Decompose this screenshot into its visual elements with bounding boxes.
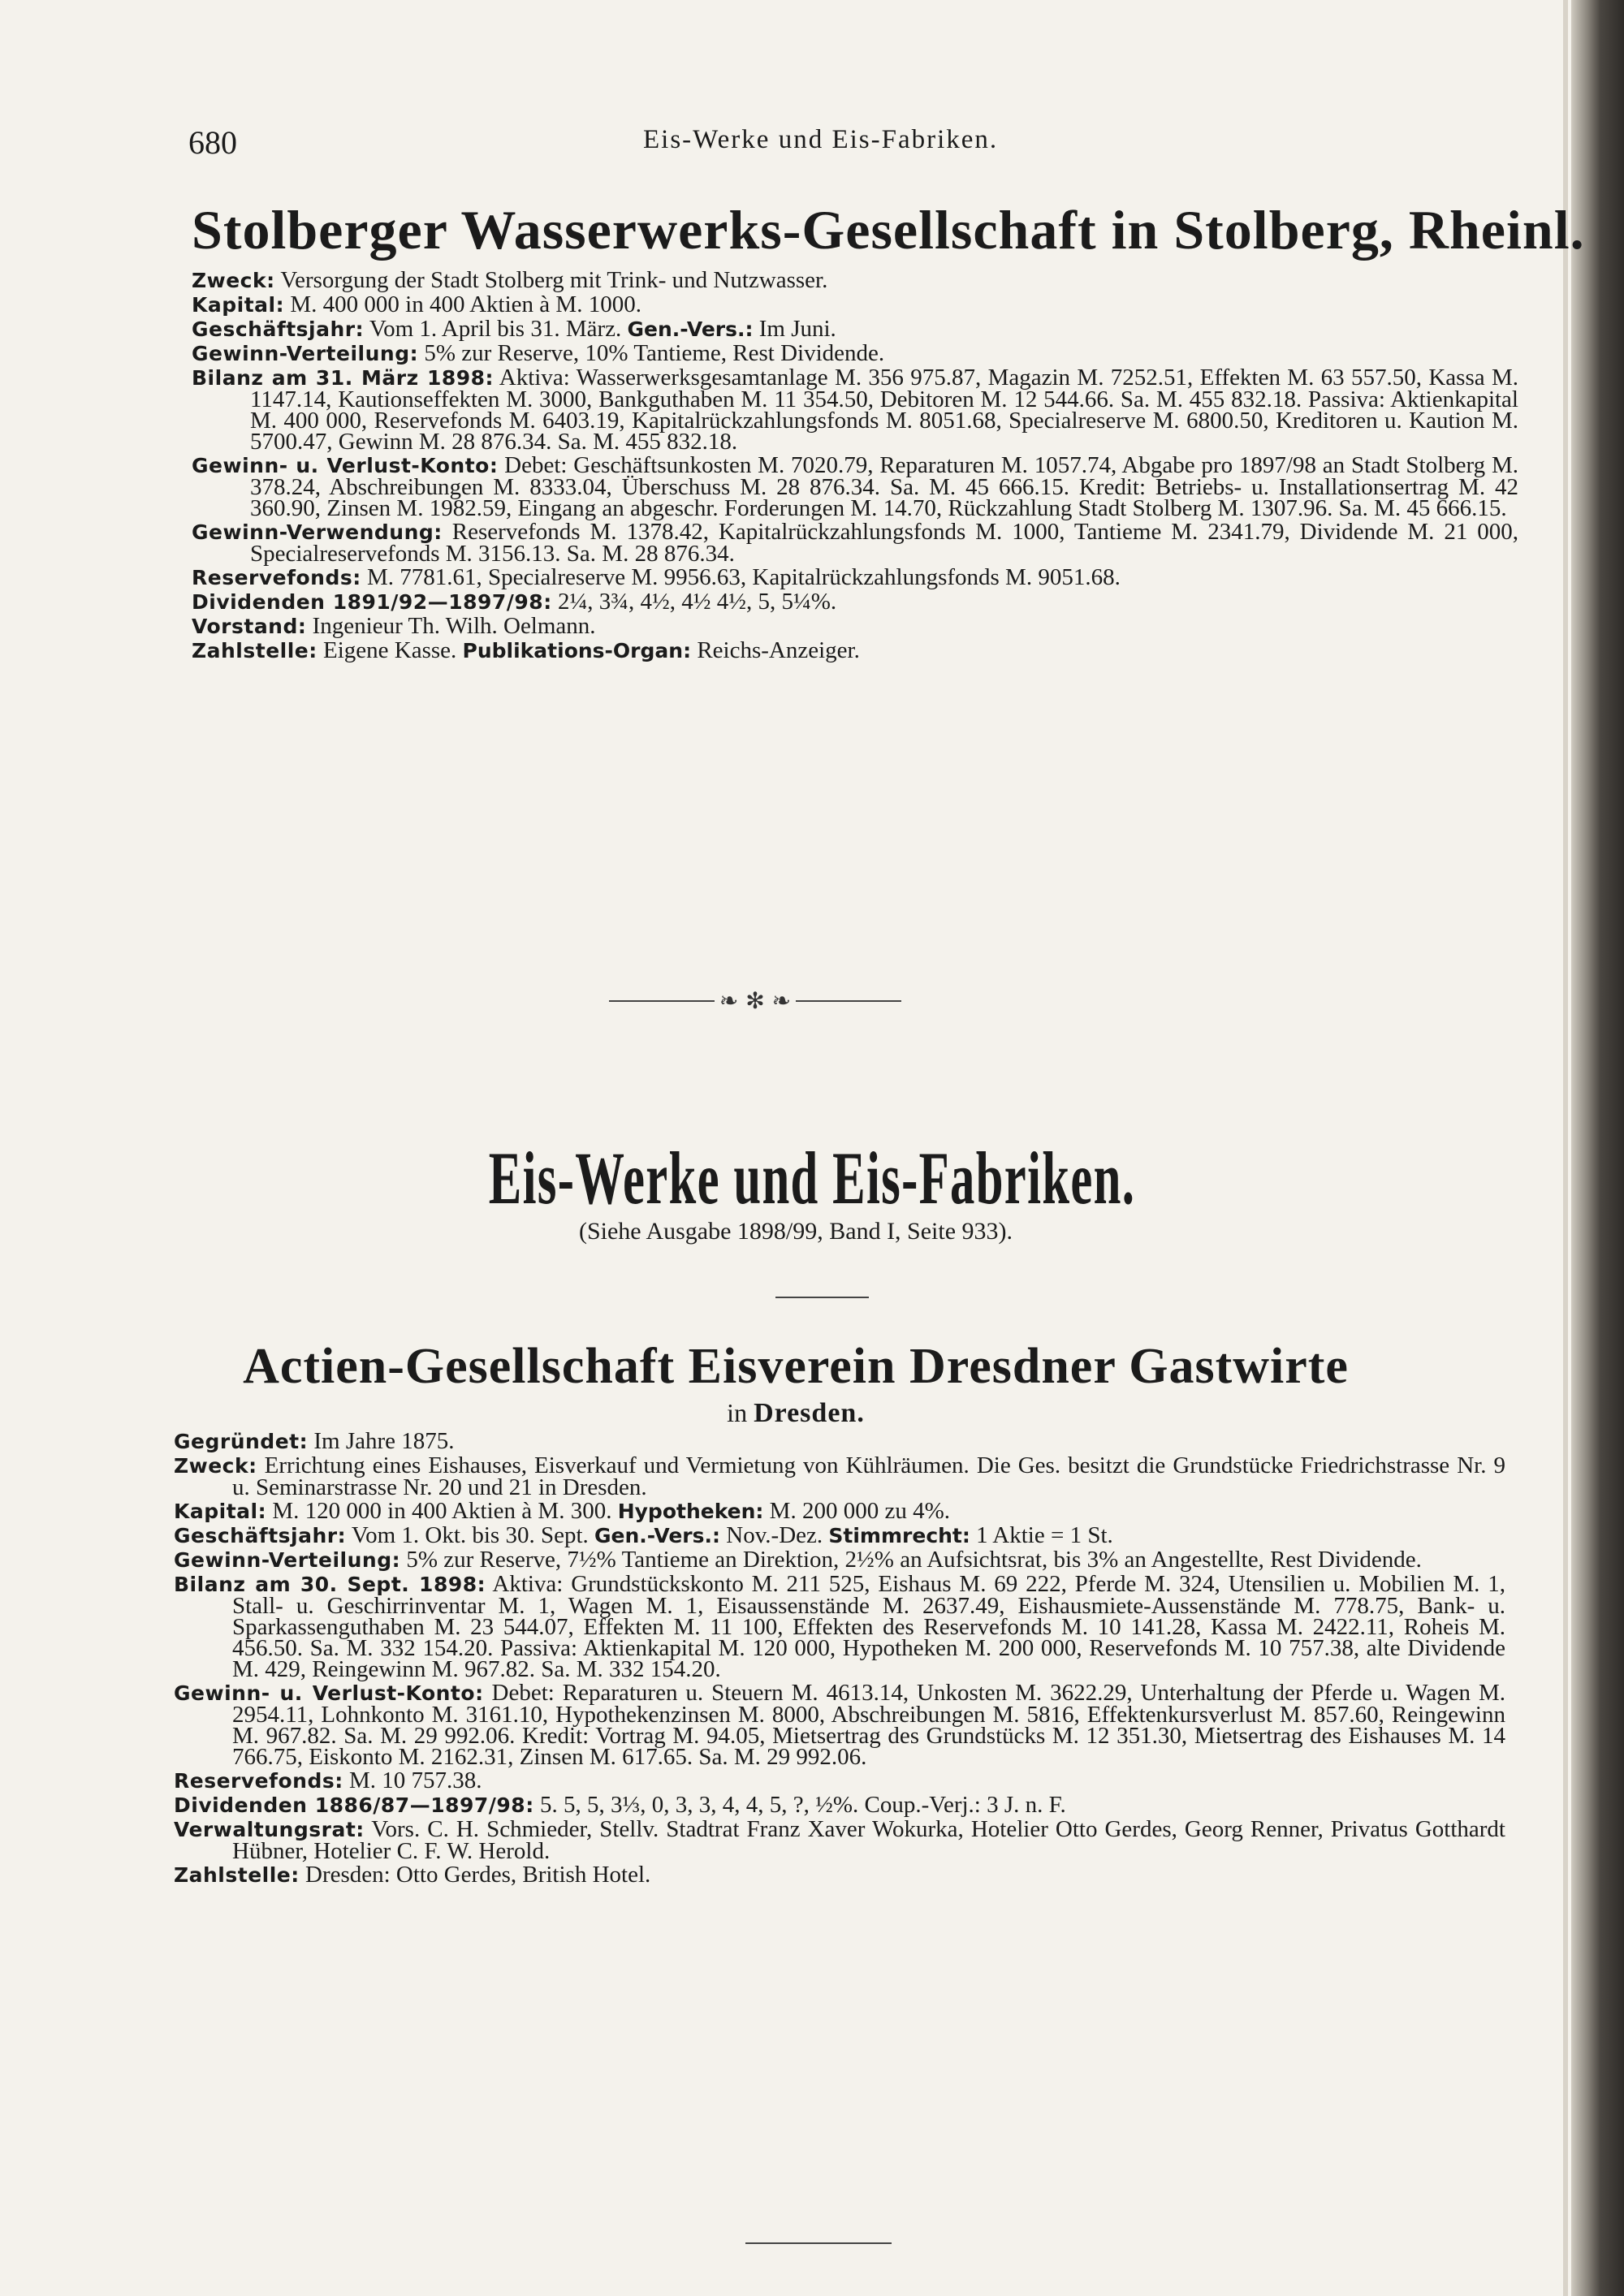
location-city: Dresden. [754, 1398, 865, 1428]
entry-dividenden: Dividenden 1886/87—1897/98: 5. 5, 5, 3⅓, 0, 3, 3, 4, 4, 5, ?, ½%. Coup.-Verj.: 3 J. n. F. [174, 1792, 1066, 1818]
entry-geschaeftsjahr: Geschäftsjahr: Vom 1. Okt. bis 30. Sept. Gen.-Vers.: Nov.-Dez. Stimmrecht: 1 Aktie = 1 St. [174, 1522, 1113, 1548]
entry-gewinn-verlust-konto: Gewinn- u. Verlust-Konto: Debet: Reparaturen u. Steuern M. 4613.14, Unkosten M. 3622.29, Unterhaltung der Pferde u. Wagen M. 2954.11, Lohnkonto M. 3161.10, Hypothekenzinsen M. 8000, Abschreibungen M. 5816, Effektenkursverlust M. 857.60, Reingewinn M. 967.82. Sa. M. 29 992.06. Kredit: Vortrag M. 94.05, Mietsertrag des Grundstücks M. 12 351.30, Mietsertrag des Eishauses M. 14 766.75, Eiskonto M. 2162.31, Zinsen M. 617.65. Sa. M. 29 992.06. [174, 1680, 1506, 1770]
page-header [188, 123, 1423, 164]
entry-kapital: Kapital: M. 400 000 in 400 Aktien à M. 1000. [192, 291, 641, 317]
running-title: Eis-Werke und Eis-Fabriken. [643, 125, 999, 154]
company-location: in Dresden. [727, 1398, 865, 1428]
entry-gewinn-verlust-konto: Gewinn- u. Verlust-Konto: Debet: Geschäftsunkosten M. 7020.79, Reparaturen M. 1057.74, Abgabe pro 1897/98 an Stadt Stolberg M. 378.24, Abschreibungen M. 8333.04, Überschuss M. 28 876.34. Sa. M. 45 666.15. Kredit: Betriebs- u. Installationsertrag M. 42 360.90, Zinsen M. 1982.59, Eingang an abgeschr. Forderungen M. 14.70, Rückzahlung Stadt Stolberg M. 1307.96. Sa. M. 45 666.15. [192, 452, 1519, 521]
entry-bilanz: Bilanz am 31. März 1898: Aktiva: Wasserwerksgesamtanlage M. 356 975.87, Magazin M. 7252.51, Effekten M. 63 557.50, Kassa M. 1147.14, Kautionseffekten M. 3000, Bankguthaben M. 11 354.50, Debitoren M. 12 544.66. Sa. M. 455 832.18. Passiva: Aktienkapital M. 400 000, Reservefonds M. 6403.19, Kapitalrückzahlungsfonds M. 8051.68, Specialreserve M. 6800.50, Kreditoren u. Kaution M. 5700.47, Gewinn M. 28 876.34. Sa. M. 455 832.18. [192, 365, 1519, 455]
entry-geschaeftsjahr: Geschäftsjahr: Vom 1. April bis 31. März. Gen.-Vers.: Im Juni. [192, 316, 836, 342]
company-entries-stolberg [192, 267, 1519, 664]
company-entries-dresden [174, 1428, 1506, 1888]
entry-zweck: Zweck: Versorgung der Stadt Stolberg mit Trink- und Nutzwasser. [192, 267, 828, 293]
entry-gewinn-verteilung: Gewinn-Verteilung: 5% zur Reserve, 10% Tantieme, Rest Dividende. [192, 340, 885, 366]
entry-dividenden: Dividenden 1891/92—1897/98: 2¼, 3¾, 4½, 4½ 4½, 5, 5¼%. [192, 589, 837, 615]
entry-bilanz: Bilanz am 30. Sept. 1898: Aktiva: Grundstückskonto M. 211 525, Eishaus M. 69 222, Pferde M. 324, Utensilien u. Mobilien M. 1, Stall- u. Geschirrinventar M. 1, Wagen M. 1, Eisaussenstände M. 2637.49, Eishausmiete-Aussenstände M. 778.75, Bank- u. Sparkassenguthaben M. 23 544.07, Effekten M. 11 100, Effekten des Reservefonds M. 10 141.28, Kassa M. 2422.11, Roheis M. 456.50. Sa. M. 332 154.20. Passiva: Aktienkapital M. 120 000, Hypotheken M. 200 000, Reservefonds M. 10 757.38, alte Dividende M. 429, Reingewinn M. 967.82. Sa. M. 332 154.20. [174, 1571, 1506, 1682]
entry-gegruendet: Gegründet: Im Jahre 1875. [174, 1428, 455, 1454]
entry-zweck: Zweck: Errichtung eines Eishauses, Eisverkauf und Vermietung von Kühlräumen. Die Ges. besitzt die Grundstücke Friedrichstrasse Nr. 9 u. Seminarstrasse Nr. 20 und 21 in Dresden. [174, 1452, 1505, 1500]
company-title-stolberg: Stolberger Wasserwerks-Gesellschaft in Stolberg, Rheinl. [192, 199, 1585, 261]
entry-zahlstelle: Zahlstelle: Dresden: Otto Gerdes, British Hotel. [174, 1862, 651, 1888]
bottom-divider [745, 2242, 892, 2244]
entry-gewinn-verteilung: Gewinn-Verteilung: 5% zur Reserve, 7½% Tantieme an Direktion, 2½% an Aufsichtsrat, bis 3% an Angestellte, Rest Dividende. [174, 1547, 1422, 1573]
entry-zahlstelle: Zahlstelle: Eigene Kasse. Publikations-Organ: Reichs-Anzeiger. [192, 637, 860, 663]
page-number: 680 [188, 124, 237, 161]
fleuron-icon: ❧ ✻ ❧ [719, 987, 792, 1014]
page-edge-highlight [1563, 0, 1568, 2296]
section-title: Eis-Werke und Eis-Fabriken. [488, 1137, 1136, 1219]
entry-verwaltungsrat: Verwaltungsrat: Vors. C. H. Schmieder, Stellv. Stadtrat Franz Xaver Wokurka, Hotelier Otto Gerdes, Georg Renner, Privatus Gotthardt Hübner, Hotelier C. F. W. Herold. [174, 1816, 1505, 1864]
ornament-rule-right [796, 1000, 901, 1002]
page-edge-shadow [1571, 0, 1624, 2296]
company-title-dresden: Actien-Gesellschaft Eisverein Dresdner Gastwirte [243, 1339, 1349, 1394]
ornament-divider [609, 989, 901, 1013]
entry-gewinn-verwendung: Gewinn-Verwendung: Reservefonds M. 1378.42, Kapitalrückzahlungsfonds M. 1000, Tantieme M. 2341.79, Dividende M. 21 000, Specialreservefonds M. 3156.13. Sa. M. 28 876.34. [192, 519, 1519, 567]
entry-reservefonds: Reservefonds: M. 10 757.38. [174, 1767, 482, 1793]
entry-kapital: Kapital: M. 120 000 in 400 Aktien à M. 300. Hypotheken: M. 200 000 zu 4%. [174, 1498, 950, 1524]
section-reference: (Siehe Ausgabe 1898/99, Band I, Seite 933). [578, 1218, 1013, 1245]
entry-vorstand: Vorstand: Ingenieur Th. Wilh. Oelmann. [192, 613, 596, 639]
section-divider [775, 1297, 869, 1298]
entry-reservefonds: Reservefonds: M. 7781.61, Specialreserve M. 9956.63, Kapitalrückzahlungsfonds M. 9051.68. [192, 564, 1121, 590]
